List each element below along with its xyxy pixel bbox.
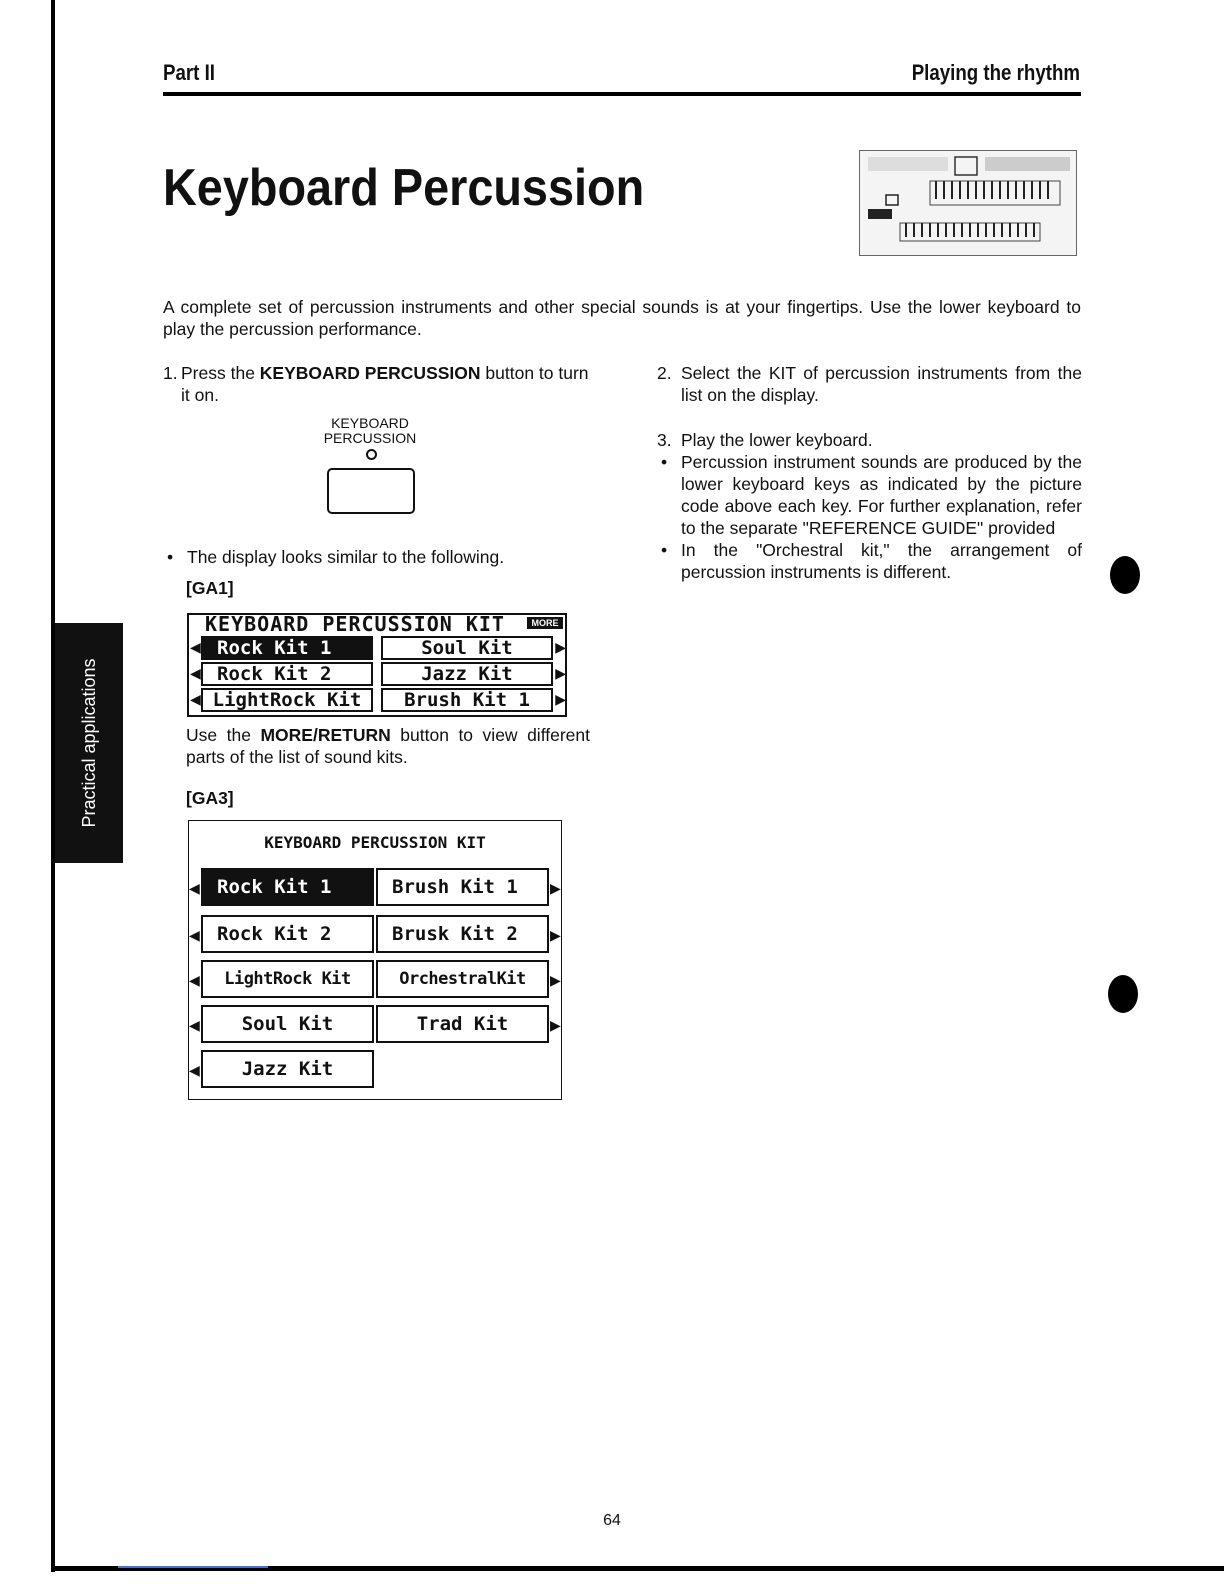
section-side-tab — [55, 623, 123, 863]
lcd-display-ga1 — [187, 613, 567, 717]
header-part: Part II — [163, 60, 215, 85]
more-return-text-post: button to view different parts of the list of sound kits. — [186, 725, 590, 767]
header-section: Playing the rhythm — [911, 60, 1080, 85]
lcd-ga3-title: KEYBOARD PERCUSSION KIT — [264, 833, 486, 852]
more-return-text-pre: Use the — [186, 725, 261, 745]
step-2-number: 2. — [657, 363, 672, 383]
left-arrow-icon: ◀ — [190, 691, 201, 707]
left-arrow-icon: ◀ — [189, 880, 200, 896]
button-label-line2: PERCUSSION — [323, 430, 417, 446]
step-1-number: 1. — [163, 363, 178, 383]
panel-thumbnail-image — [859, 150, 1077, 256]
step-1-text-pre: Press the — [181, 363, 260, 383]
kit-cell[interactable]: Jazz Kit — [381, 662, 553, 686]
lcd-display-ga3 — [188, 820, 562, 1100]
left-arrow-icon: ◀ — [189, 1017, 200, 1033]
kit-cell[interactable]: Soul Kit — [381, 636, 553, 660]
left-arrow-icon: ◀ — [190, 665, 201, 681]
step-2-text: Select the KIT of percussion instruments from the list on the display. — [681, 363, 1082, 405]
page-title: Keyboard Percussion — [163, 159, 645, 217]
right-arrow-icon: ▶ — [555, 639, 566, 655]
right-arrow-icon: ▶ — [550, 927, 561, 943]
kit-cell[interactable]: Brush Kit 1 — [376, 868, 549, 906]
right-arrow-icon: ▶ — [550, 972, 561, 988]
left-arrow-icon: ◀ — [189, 1062, 200, 1078]
right-column: 2. Select the KIT of percussion instruments from the list on the display. 3. Play the lower keyboard. • Percussion instrument sounds are produced by the lower keyboard keys as indicated by the picture code above each key. For further explanation, refer to the separate "REFERENCE GUIDE" provided • In the "Orchestral kit," the arrangement of percussion instruments is different. — [657, 363, 1082, 582]
kit-cell[interactable]: Rock Kit 2 — [201, 662, 373, 686]
kit-cell[interactable]: Rock Kit 1 — [201, 868, 374, 906]
left-arrow-icon: ◀ — [189, 927, 200, 943]
right-arrow-icon: ▶ — [555, 665, 566, 681]
step-3-text: Play the lower keyboard. — [681, 430, 873, 450]
bullet-percussion-sounds: Percussion instrument sounds are produced by the lower keyboard keys as indicated by the picture code above each key. For further explanation, refer to the separate "REFERENCE GUIDE" provided — [681, 452, 1082, 538]
kit-cell[interactable]: LightRock Kit — [201, 960, 374, 998]
step-1-text-post: button to turn it on. — [181, 363, 589, 405]
kit-cell[interactable]: Brush Kit 1 — [381, 688, 553, 712]
right-arrow-icon: ▶ — [555, 691, 566, 707]
binder-hole-icon — [1108, 975, 1138, 1013]
tag-ga3: [GA3] — [186, 788, 234, 808]
indicator-led-icon — [366, 449, 377, 460]
button-label-line1: KEYBOARD — [331, 415, 409, 431]
kit-cell[interactable]: Rock Kit 2 — [201, 915, 374, 953]
kit-cell[interactable]: LightRock Kit — [201, 688, 373, 712]
binder-hole-icon — [1110, 556, 1140, 594]
left-arrow-icon: ◀ — [189, 972, 200, 988]
header-rule — [163, 92, 1081, 96]
right-arrow-icon: ▶ — [550, 880, 561, 896]
more-badge: MORE — [527, 617, 563, 629]
keyboard-percussion-button[interactable] — [327, 468, 415, 514]
kit-cell[interactable]: Brusk Kit 2 — [376, 915, 549, 953]
keyboard-percussion-button-label — [320, 416, 420, 446]
kit-cell[interactable]: Soul Kit — [201, 1005, 374, 1043]
step-1 — [163, 362, 593, 406]
more-return-note — [186, 724, 590, 768]
tag-ga1: [GA1] — [186, 578, 234, 598]
kit-cell[interactable]: Jazz Kit — [201, 1050, 374, 1088]
kit-cell[interactable]: Rock Kit 1 — [201, 636, 373, 660]
kit-cell[interactable]: OrchestralKit — [376, 960, 549, 998]
scan-artifact-line — [118, 1566, 268, 1568]
left-arrow-icon: ◀ — [190, 639, 201, 655]
kit-cell[interactable]: Trad Kit — [376, 1005, 549, 1043]
bullet-display-note: • The display looks similar to the following. — [167, 547, 505, 567]
step-1-button-name: KEYBOARD PERCUSSION — [259, 363, 481, 383]
display-note-text: The display looks similar to the following. — [187, 547, 505, 567]
step-3-number: 3. — [657, 430, 672, 450]
lcd-ga1-title: KEYBOARD PERCUSSION KIT — [205, 612, 505, 636]
right-arrow-icon: ▶ — [550, 1017, 561, 1033]
page-number: 64 — [603, 1512, 621, 1529]
intro-paragraph: A complete set of percussion instruments and other special sounds is at your fingertips. Use the lower keyboard to play the percussion performance. — [163, 297, 1081, 339]
more-return-button-name: MORE/RETURN — [260, 725, 391, 745]
side-tab-label: Practical applications — [79, 658, 99, 828]
bullet-orchestral-kit: In the "Orchestral kit," the arrangement of percussion instruments is different. — [681, 540, 1082, 582]
